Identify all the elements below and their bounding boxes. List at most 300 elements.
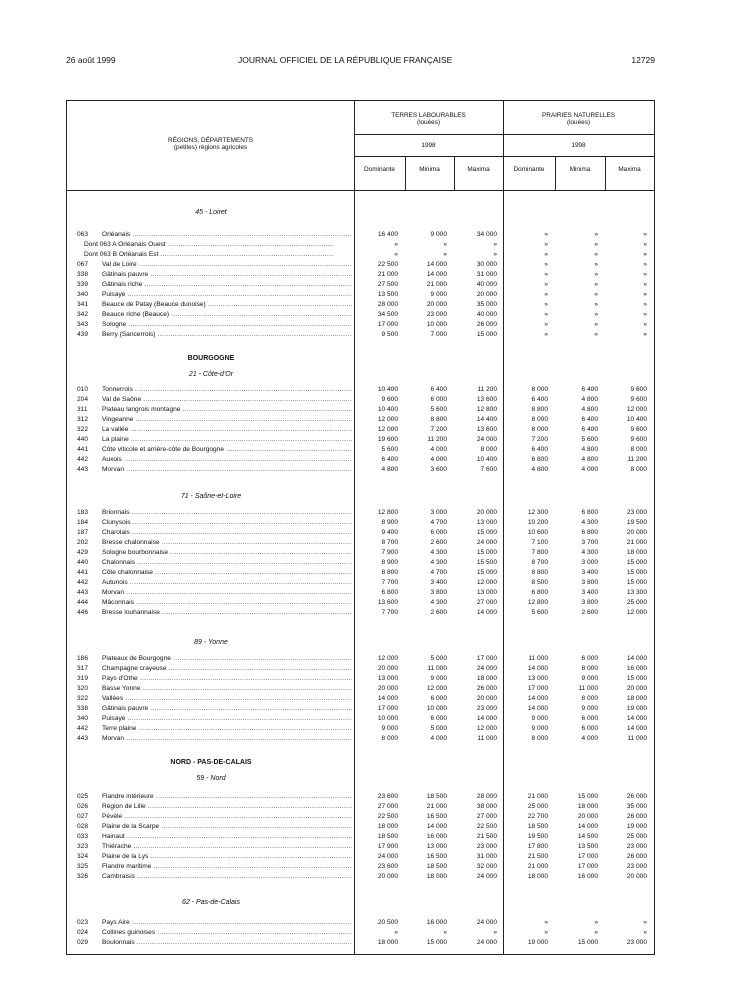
tl-dominante-value: 17 900 — [377, 843, 398, 850]
pn-maxima-value: 12 000 — [626, 609, 647, 616]
tl-minima-value: 6 000 — [430, 715, 447, 722]
region-code: 439 — [77, 331, 89, 338]
region-code: 311 — [77, 406, 88, 413]
terres-labourables-title: TERRES LABOURABLES — [391, 112, 466, 119]
pn-maxima-value: » — [643, 261, 647, 268]
tl-dominante-value: 10 400 — [377, 406, 398, 413]
pn-minima-value: 3 800 — [581, 579, 598, 586]
tl-minima-value: 14 000 — [426, 261, 447, 268]
tl-minima-value: 6 400 — [430, 386, 447, 393]
tl-minima-value: 23 000 — [426, 311, 447, 318]
pn-dominante-value: 8 500 — [531, 579, 548, 586]
table-row — [67, 260, 656, 270]
subcol-dominante-2: Dominante — [513, 166, 545, 173]
tl-maxima-value: 14 000 — [476, 609, 497, 616]
tl-minima-value: 11 000 — [427, 665, 447, 672]
region-code: 202 — [77, 539, 89, 546]
tl-minima-value: 16 500 — [426, 853, 447, 860]
tl-minima-value: 21 000 — [426, 281, 447, 288]
year-label-1: 1998 — [421, 142, 436, 149]
tl-maxima-value: » — [493, 929, 497, 936]
pn-minima-value: » — [594, 929, 598, 936]
pn-minima-value: 4 800 — [581, 406, 598, 413]
pn-dominante-value: 8 800 — [531, 569, 548, 576]
pn-minima-value: 6 800 — [581, 509, 598, 516]
pn-dominante-value: 17 800 — [527, 843, 548, 850]
year-label-2: 1998 — [571, 142, 586, 149]
table-row — [67, 465, 656, 475]
region-name: Gâtinais pauvre ..... — [102, 704, 352, 714]
region-name: Tonnerrois ..... — [102, 385, 352, 395]
region-name: Basse Yonne ..... — [102, 684, 352, 694]
tl-maxima-value: 13 600 — [476, 396, 497, 403]
pn-dominante-value: » — [544, 331, 548, 338]
tl-minima-value: 16 000 — [426, 833, 447, 840]
pn-maxima-value: 10 400 — [626, 416, 647, 423]
region-code: 320 — [77, 685, 89, 692]
region-code: 443 — [77, 466, 89, 473]
header-title: JOURNAL OFFICIEL DE LA RÉPUBLIQUE FRANÇAISE — [238, 55, 453, 65]
table-row — [67, 852, 656, 862]
table-row — [67, 704, 656, 714]
tl-maxima-value: 15 000 — [476, 331, 497, 338]
tl-dominante-value: 9 500 — [381, 331, 398, 338]
region-name: Terre plaine ..... — [102, 724, 352, 734]
pn-maxima-value: » — [643, 241, 647, 248]
tl-maxima-value: 24 000 — [476, 436, 497, 443]
table-row — [67, 518, 656, 528]
pn-minima-value: 4 000 — [581, 735, 598, 742]
pn-maxima-value: 20 000 — [626, 529, 647, 536]
pn-maxima-value: 23 000 — [626, 843, 647, 850]
region-code: 338 — [77, 271, 89, 278]
pn-dominante-value: 4 800 — [531, 466, 548, 473]
pn-minima-value: 6 000 — [581, 715, 598, 722]
tl-dominante-value: 27 500 — [377, 281, 398, 288]
pn-minima-value: » — [594, 251, 598, 258]
tl-dominante-value: 20 500 — [377, 919, 398, 926]
region-name: Sologne ..... — [102, 320, 352, 330]
region-code: 326 — [77, 873, 89, 880]
table-row — [67, 548, 656, 558]
region-code: 186 — [77, 655, 89, 662]
region-name: Flandre intérieure ..... — [102, 792, 352, 802]
pn-dominante-value: 18 000 — [527, 873, 548, 880]
region-code: 429 — [77, 549, 89, 556]
tl-maxima-value: 40 000 — [476, 311, 497, 318]
tl-dominante-value: » — [394, 929, 398, 936]
tl-dominante-value: 5 600 — [381, 446, 398, 453]
tl-maxima-value: 12 000 — [476, 725, 497, 732]
pn-minima-value: 4 800 — [581, 396, 598, 403]
pn-minima-value: 14 500 — [577, 833, 598, 840]
table-row — [67, 598, 656, 608]
region-name: Boulonnais ..... — [102, 938, 352, 948]
region-heading — [67, 758, 656, 768]
tl-minima-value: 4 300 — [430, 559, 447, 566]
pn-maxima-value: 14 000 — [626, 725, 647, 732]
region-code: 317 — [77, 665, 89, 672]
tl-minima-value: 16 000 — [426, 919, 447, 926]
region-name: Région de Lille ..... — [102, 802, 352, 812]
department-heading — [67, 492, 656, 502]
table-row — [67, 240, 656, 250]
region-name: Berry (Sancerrois) ..... — [102, 330, 352, 340]
pn-maxima-value: 11 000 — [627, 735, 647, 742]
tl-dominante-value: 24 000 — [377, 853, 398, 860]
pn-minima-value: » — [594, 919, 598, 926]
region-name: Bresse chalonnaise ..... — [102, 538, 352, 548]
tl-minima-value: » — [443, 929, 447, 936]
region-name: Thiérache ..... — [102, 842, 352, 852]
tl-maxima-value: 26 000 — [476, 685, 497, 692]
table-row — [67, 802, 656, 812]
tl-minima-value: » — [443, 251, 447, 258]
pn-dominante-value: » — [544, 251, 548, 258]
pn-dominante-value: 9 000 — [531, 715, 548, 722]
pn-maxima-value: » — [643, 301, 647, 308]
tl-maxima-value: 20 000 — [476, 509, 497, 516]
tl-minima-value: 9 000 — [430, 675, 447, 682]
tl-maxima-value: 20 000 — [476, 291, 497, 298]
tl-dominante-value: 22 500 — [377, 813, 398, 820]
region-code: 067 — [77, 261, 89, 268]
region-name: Brionnais ..... — [102, 508, 352, 518]
tl-minima-value: 4 000 — [430, 735, 447, 742]
region-code: 063 — [77, 231, 89, 238]
pn-maxima-value: 9 600 — [630, 436, 647, 443]
region-code: 340 — [77, 715, 89, 722]
pn-dominante-value: 19 000 — [527, 939, 548, 946]
pn-dominante-value: » — [544, 271, 548, 278]
tl-maxima-value: 30 000 — [476, 261, 497, 268]
pn-dominante-value: 6 800 — [531, 456, 548, 463]
table-row — [67, 270, 656, 280]
pn-dominante-value: 25 000 — [527, 803, 548, 810]
tl-dominante-value: » — [394, 241, 398, 248]
region-heading — [67, 354, 656, 364]
region-code: 440 — [77, 559, 89, 566]
pn-dominante-value: 21 000 — [527, 863, 548, 870]
tl-minima-value: 12 000 — [426, 685, 447, 692]
tl-maxima-value: 11 200 — [477, 386, 497, 393]
tl-dominante-value: 23 600 — [377, 793, 398, 800]
tl-minima-value: 5 000 — [430, 725, 447, 732]
pn-minima-value: » — [594, 321, 598, 328]
pn-maxima-value: » — [643, 311, 647, 318]
pn-maxima-value: 16 000 — [626, 665, 647, 672]
tl-maxima-value: 24 000 — [476, 873, 497, 880]
pn-dominante-value: » — [544, 929, 548, 936]
department-name: 21 - Côte-d'Or — [188, 371, 234, 378]
region-name: Val de Saône ..... — [102, 395, 352, 405]
tl-maxima-value: 13 000 — [476, 519, 497, 526]
tl-maxima-value: 23 000 — [476, 705, 497, 712]
tl-dominante-value: 8 700 — [381, 539, 398, 546]
region-name: Pays d'Othe ..... — [102, 674, 352, 684]
table-row — [67, 654, 656, 664]
tl-dominante-value: 14 000 — [377, 695, 398, 702]
region-code: 025 — [77, 793, 89, 800]
region-name: Beauce de Patay (Beauce dunoise) ..... — [102, 300, 352, 310]
region-code: 323 — [77, 843, 89, 850]
region-name: Beauce riche (Beauce) ..... — [102, 310, 352, 320]
table-row — [67, 508, 656, 518]
tl-dominante-value: 17 000 — [377, 321, 398, 328]
tl-minima-value: 15 000 — [426, 939, 447, 946]
pn-maxima-value: 8 000 — [630, 466, 647, 473]
region-name: Dont 063 A Orléanais Ouest ..... — [84, 240, 334, 250]
tl-dominante-value: 13 500 — [377, 291, 398, 298]
tl-dominante-value: » — [394, 251, 398, 258]
region-name: Chalonnais ..... — [102, 558, 352, 568]
table-row — [67, 415, 656, 425]
table-row — [67, 792, 656, 802]
pn-maxima-value: 14 000 — [626, 655, 647, 662]
region-code: 027 — [77, 813, 89, 820]
tl-dominante-value: 20 000 — [377, 873, 398, 880]
pn-dominante-value: » — [544, 261, 548, 268]
tl-dominante-value: 10 400 — [377, 386, 398, 393]
region-name: Val de Loire ..... — [102, 260, 352, 270]
pn-minima-value: 17 000 — [577, 853, 598, 860]
tl-maxima-value: 11 000 — [477, 735, 497, 742]
pn-dominante-value: 7 800 — [531, 549, 548, 556]
pn-maxima-value: 9 600 — [630, 426, 647, 433]
pn-maxima-value: » — [643, 929, 647, 936]
tl-dominante-value: 7 700 — [381, 609, 398, 616]
region-name: Gâtinais riche ..... — [102, 280, 352, 290]
pn-minima-value: 16 000 — [577, 873, 598, 880]
tl-minima-value: 10 000 — [426, 321, 447, 328]
tl-minima-value: 18 500 — [426, 863, 447, 870]
tl-minima-value: 4 000 — [430, 456, 447, 463]
region-name: Côte viticole et arrière-côte de Bourgogne ..... — [102, 445, 352, 455]
tl-maxima-value: 12 800 — [476, 406, 497, 413]
table-row — [67, 842, 656, 852]
pn-maxima-value: 25 000 — [626, 833, 647, 840]
pn-minima-value: 18 000 — [577, 803, 598, 810]
tl-maxima-value: 14 000 — [476, 715, 497, 722]
tl-maxima-value: 15 000 — [476, 549, 497, 556]
tl-dominante-value: 13 000 — [377, 675, 398, 682]
pn-minima-value: 2 600 — [581, 609, 598, 616]
pn-dominante-value: » — [544, 291, 548, 298]
pn-dominante-value: 14 000 — [527, 665, 548, 672]
table-row — [67, 538, 656, 548]
pn-dominante-value: » — [544, 231, 548, 238]
pn-minima-value: » — [594, 311, 598, 318]
region-column-title: RÉGIONS, DÉPARTEMENTS — [168, 137, 253, 144]
tl-minima-value: 5 000 — [430, 655, 447, 662]
tl-maxima-value: 28 000 — [476, 793, 497, 800]
region-name: Auxois ..... — [102, 455, 352, 465]
region-name: Plateaux de Bourgogne ..... — [102, 654, 352, 664]
tl-dominante-value: 21 000 — [377, 271, 398, 278]
tl-maxima-value: 22 500 — [476, 823, 497, 830]
pn-dominante-value: » — [544, 301, 548, 308]
region-name: Champagne crayeuse ..... — [102, 664, 352, 674]
tl-minima-value: 18 500 — [426, 793, 447, 800]
tl-dominante-value: 19 600 — [377, 436, 398, 443]
table-row — [67, 694, 656, 704]
region-name: Collines guinoises ..... — [102, 928, 352, 938]
table-row — [67, 405, 656, 415]
table-row — [67, 822, 656, 832]
pn-maxima-value: 20 000 — [626, 873, 647, 880]
pn-minima-value: » — [594, 331, 598, 338]
pn-minima-value: » — [594, 281, 598, 288]
tl-minima-value: 21 000 — [426, 803, 447, 810]
tl-dominante-value: 22 500 — [377, 261, 398, 268]
region-code: 342 — [77, 311, 89, 318]
pn-dominante-value: 12 800 — [527, 599, 548, 606]
pn-minima-value: 17 000 — [577, 863, 598, 870]
table-row — [67, 395, 656, 405]
tl-maxima-value: 24 000 — [476, 665, 497, 672]
subcol-dominante-1: Dominante — [364, 166, 395, 173]
pn-maxima-value: 12 000 — [626, 406, 647, 413]
subcol-minima-2: Minima — [569, 166, 591, 173]
subcol-maxima-2: Maxima — [618, 166, 641, 173]
tl-maxima-value: 31 000 — [476, 853, 497, 860]
pn-minima-value: 4 000 — [581, 466, 598, 473]
tl-dominante-value: 4 800 — [381, 466, 398, 473]
pn-dominante-value: 14 000 — [527, 695, 548, 702]
tl-dominante-value: 28 000 — [377, 301, 398, 308]
pn-minima-value: 3 000 — [581, 559, 598, 566]
tl-maxima-value: 24 000 — [476, 539, 497, 546]
pn-maxima-value: 18 000 — [626, 549, 647, 556]
table-row — [67, 280, 656, 290]
tl-dominante-value: 7 700 — [381, 579, 398, 586]
table-row — [67, 290, 656, 300]
tl-dominante-value: 27 000 — [377, 803, 398, 810]
pn-dominante-value: 12 300 — [527, 509, 548, 516]
region-name: Morvan ..... — [102, 734, 352, 744]
table-row — [67, 250, 656, 260]
table-row — [67, 862, 656, 872]
pn-minima-value: 8 000 — [581, 695, 598, 702]
tl-dominante-value: 9 600 — [381, 396, 398, 403]
table-row — [67, 568, 656, 578]
region-name: Pays Aire ..... — [102, 918, 352, 928]
pn-dominante-value: 7 100 — [531, 539, 548, 546]
pn-maxima-value: » — [643, 919, 647, 926]
tl-minima-value: 4 300 — [430, 549, 447, 556]
department-name: 45 - Loiret — [195, 209, 227, 216]
tl-minima-value: 8 800 — [430, 416, 447, 423]
region-name: NORD - PAS-DE-CALAIS — [170, 759, 252, 766]
region-name: Vallées ..... — [102, 694, 352, 704]
tl-dominante-value: 7 900 — [381, 549, 398, 556]
pn-minima-value: » — [594, 291, 598, 298]
pn-dominante-value: 10 200 — [527, 519, 548, 526]
tl-dominante-value: 23 600 — [377, 863, 398, 870]
pn-maxima-value: 9 600 — [630, 396, 647, 403]
pn-dominante-value: » — [544, 919, 548, 926]
tl-dominante-value: 16 400 — [377, 231, 398, 238]
table-row — [67, 928, 656, 938]
pn-maxima-value: 23 000 — [626, 509, 647, 516]
pn-maxima-value: 15 000 — [626, 675, 647, 682]
table-row — [67, 664, 656, 674]
region-name: Flandre maritime ..... — [102, 862, 352, 872]
region-name: Orléanais ..... — [102, 230, 352, 240]
pn-maxima-value: 13 300 — [626, 589, 647, 596]
region-name: Charolais ..... — [102, 528, 352, 538]
pn-minima-value: 9 000 — [581, 705, 598, 712]
tl-maxima-value: 20 000 — [476, 695, 497, 702]
tl-maxima-value: 8 000 — [480, 446, 497, 453]
pn-dominante-value: 13 000 — [527, 675, 548, 682]
pn-maxima-value: » — [643, 251, 647, 258]
region-code: 442 — [77, 456, 89, 463]
table-row — [67, 684, 656, 694]
tl-maxima-value: 17 000 — [476, 655, 497, 662]
tl-minima-value: 4 700 — [430, 569, 447, 576]
tl-dominante-value: 12 000 — [377, 416, 398, 423]
tl-maxima-value: 21 500 — [476, 833, 497, 840]
pn-maxima-value: 26 000 — [626, 793, 647, 800]
department-name: 62 - Pas-de-Calais — [182, 899, 240, 906]
tl-maxima-value: 15 000 — [476, 529, 497, 536]
tl-maxima-value: 31 000 — [476, 271, 497, 278]
tl-minima-value: 14 000 — [426, 271, 447, 278]
pn-maxima-value: 19 000 — [626, 705, 647, 712]
pn-maxima-value: 18 000 — [626, 695, 647, 702]
tl-dominante-value: 12 000 — [377, 655, 398, 662]
tl-minima-value: 2 600 — [430, 609, 447, 616]
region-name: Sologne bourbonnaise ..... — [102, 548, 352, 558]
year-rule — [354, 156, 654, 157]
tl-maxima-value: 13 000 — [476, 589, 497, 596]
pn-minima-value: 4 800 — [581, 456, 598, 463]
pn-minima-value: » — [594, 231, 598, 238]
region-code: 341 — [77, 301, 89, 308]
table-row — [67, 310, 656, 320]
pn-maxima-value: 11 200 — [627, 456, 647, 463]
pn-maxima-value: 35 000 — [626, 803, 647, 810]
tl-dominante-value: 8 800 — [381, 569, 398, 576]
department-name: 59 - Nord — [196, 775, 226, 782]
pn-dominante-value: 14 000 — [527, 705, 548, 712]
table-row — [67, 385, 656, 395]
prairies-naturelles-title: PRAIRIES NATURELLES — [541, 112, 616, 119]
tl-minima-value: 9 000 — [430, 291, 447, 298]
tl-maxima-value: 40 000 — [476, 281, 497, 288]
pn-maxima-value: 19 500 — [626, 519, 647, 526]
region-code: 446 — [77, 609, 89, 616]
pn-dominante-value: » — [544, 311, 548, 318]
region-name: Autunois ..... — [102, 578, 352, 588]
tl-maxima-value: 24 000 — [476, 919, 497, 926]
tl-maxima-value: 12 000 — [476, 579, 497, 586]
tl-dominante-value: 6 800 — [381, 589, 398, 596]
region-name: Dont 063 B Orléanais Est ..... — [84, 250, 334, 260]
table-row — [67, 528, 656, 538]
pn-minima-value: » — [594, 261, 598, 268]
pn-maxima-value: 19 000 — [626, 823, 647, 830]
tl-minima-value: 9 000 — [430, 231, 447, 238]
region-name: La plaine ..... — [102, 435, 352, 445]
pn-dominante-value: 21 000 — [527, 793, 548, 800]
pn-maxima-value: 20 000 — [626, 685, 647, 692]
tl-dominante-value: 9 400 — [381, 529, 398, 536]
region-code: 441 — [77, 446, 89, 453]
group-rule — [354, 134, 654, 135]
tl-maxima-value: 24 000 — [476, 939, 497, 946]
